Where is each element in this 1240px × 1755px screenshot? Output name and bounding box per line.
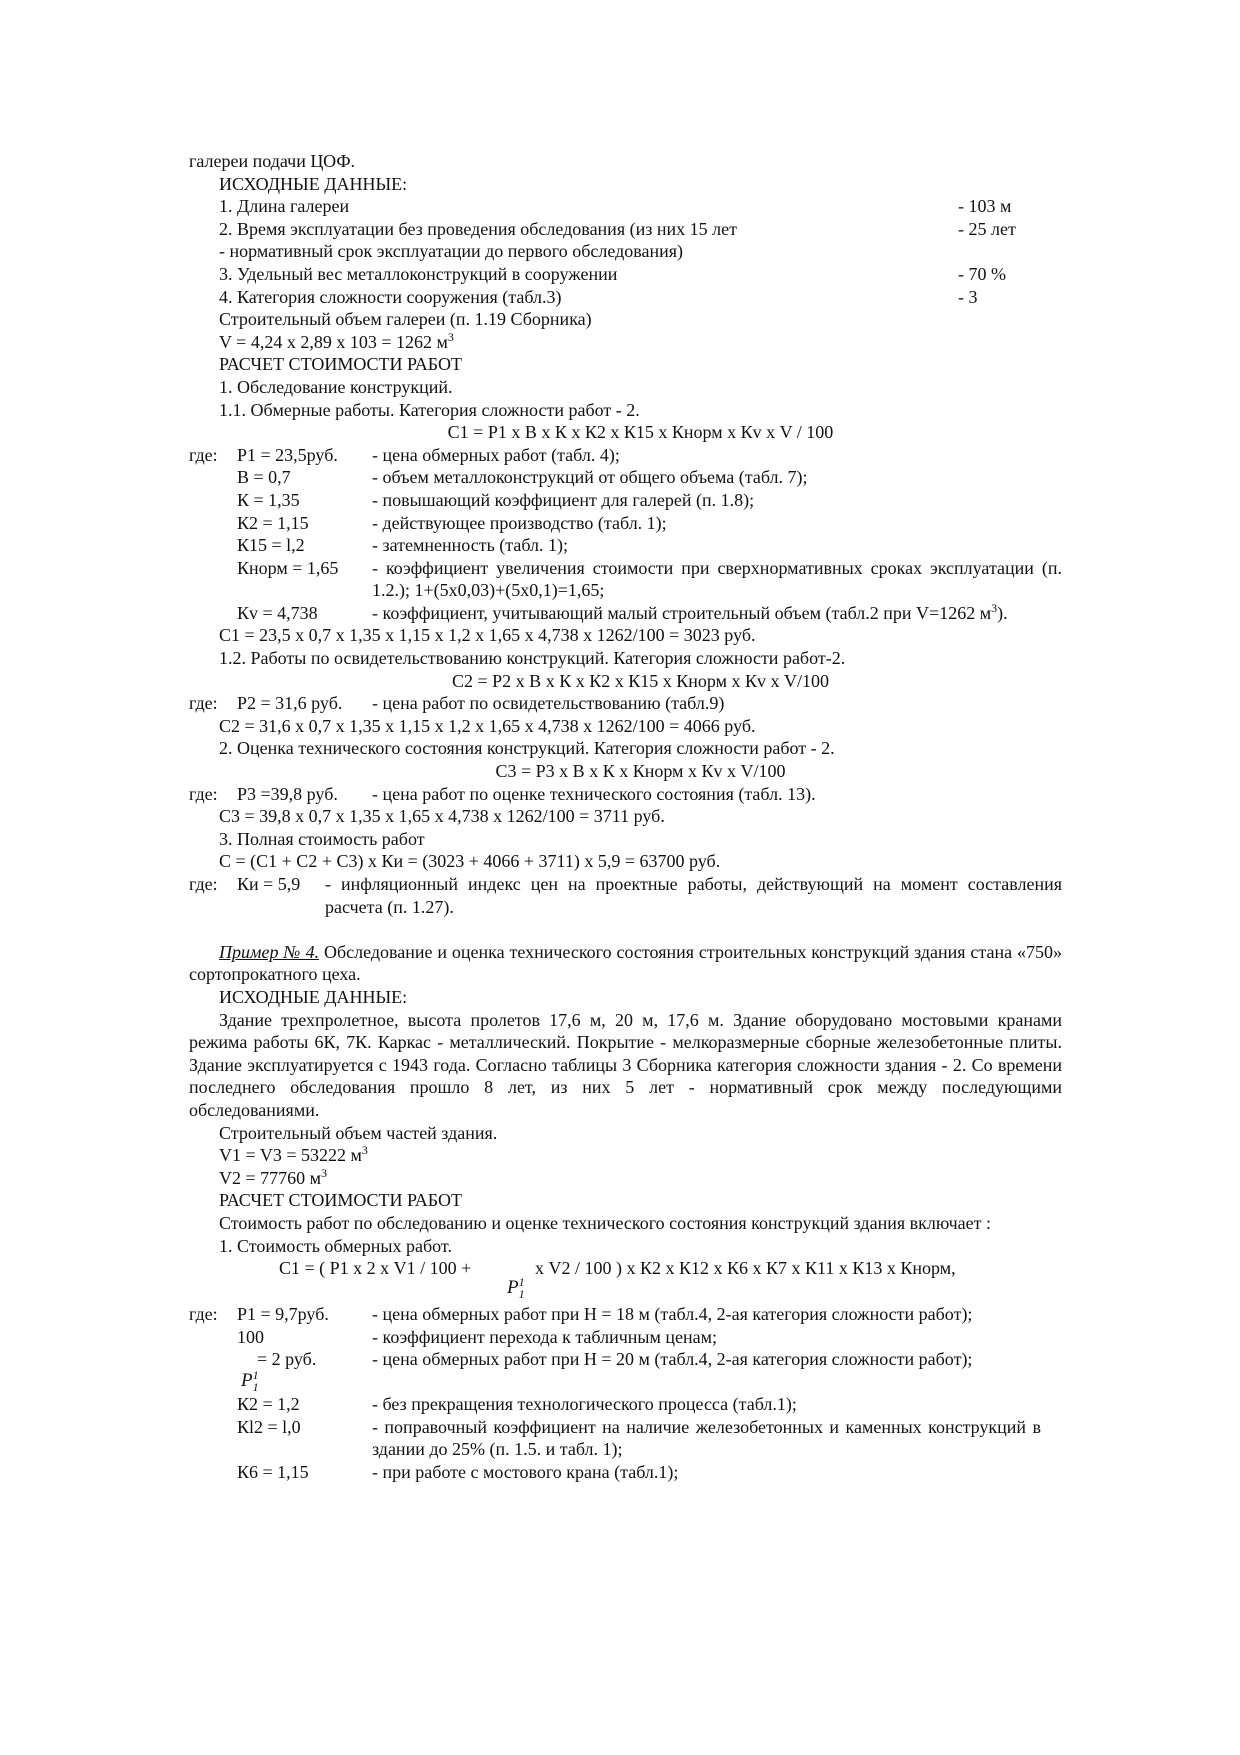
formula-line: С2 = Р2 х В х К х К2 х К15 х Кнорм х Кv х V/100 xyxy=(452,670,829,691)
definition-term: К2 = 1,15 xyxy=(237,512,309,533)
formula-symbol-p: P xyxy=(507,1277,519,1299)
definition-text: - коэффициент перехода к табличным ценам; xyxy=(372,1326,718,1347)
section-heading: РАСЧЕТ СТОИМОСТИ РАБОТ xyxy=(219,1190,462,1211)
paragraph: Стоимость работ по обследованию и оценке технического состояния конструкций здания включает : xyxy=(219,1212,991,1233)
where-label: где: xyxy=(189,693,218,714)
definition-text: - коэффициент, учитывающий малый строительный объем (табл.2 при V=1262 $м^3$). xyxy=(372,600,1008,623)
definition-text: - цена обмерных работ при Н = 18 м (табл.4, 2-ая категория сложности работ); xyxy=(372,1304,973,1325)
definition-text: - цена обмерных работ при Н = 20 м (табл.4, 2-ая категория сложности работ); xyxy=(372,1349,973,1370)
definitions-block xyxy=(189,444,1062,625)
definition-term: Ки = 5,9 xyxy=(237,874,301,894)
formula-symbol: $P_1^1$ xyxy=(241,1367,259,1395)
definition-term: Р1 = 23,5руб. xyxy=(237,444,338,465)
text-line: 1. Стоимость обмерных работ. xyxy=(219,1235,452,1256)
definition-text: - коэффициент увеличения стоимости при сверхнормативных сроках эксплуатации (п. 1.2.); 1+(5х0,03)+(5х0,1)=1,65; xyxy=(372,557,1062,601)
text-line: 3. Полная стоимость работ xyxy=(219,828,425,849)
where-label: где: xyxy=(189,444,218,465)
definition-term-value: = 2 руб. xyxy=(257,1349,317,1370)
definition-text: - инфляционный индекс цен на проектные работы, действующий на момент составления расчета (п. 1.27). xyxy=(325,874,1062,917)
formula-text: V2 = 77760 м xyxy=(219,1167,322,1188)
text-line: галереи подачи ЦОФ. xyxy=(189,151,356,171)
definition-term: Кнорм = 1,65 xyxy=(237,557,339,578)
data-value: - 3 xyxy=(958,286,978,307)
definition-term: Р2 = 31,6 руб. xyxy=(237,693,343,714)
data-row xyxy=(189,286,1062,309)
definitions-block xyxy=(189,873,1062,918)
data-label: 1. Длина галереи xyxy=(219,196,350,217)
definition-text-part: - коэффициент, учитывающий малый строительный объем (табл.2 при V=1262 м xyxy=(372,602,992,623)
text-line: 2. Оценка технического состояния конструкций. Категория сложности работ - 2. xyxy=(219,738,835,759)
paragraph: Здание трехпролетное, высота пролетов 17,6 м, 20 м, 17,6 м. Здание оборудовано мостовыми кранами режима работы 6К, 7К. Каркас - металлический. Покрытие - мелкоразмерные сборные железобетонные плиты. Здание эксплуатируется с 1943 года. Согласно таблицы 3 Сборника категория сложности здания - 2. Со времени последнего обследования прошло 8 лет, из них 5 лет - нормативный срок между последующими обследованиями. xyxy=(189,1009,1062,1120)
formula-line: С1 = Р1 х В х К х К2 х К15 х Кнорм х Кv х V / 100 xyxy=(447,422,834,443)
result-line: С3 = 39,8 х 0,7 х 1,35 х 1,65 х 4,738 х 1262/100 = 3711 руб. xyxy=(219,806,665,827)
definition-term: Кl2 = l,0 xyxy=(237,1416,301,1437)
formula-block xyxy=(189,1257,1062,1303)
definition-text: - объем металлоконструкций от общего объема (табл. 7); xyxy=(372,467,808,488)
result-line: С = (С1 + С2 + С3) х Ки = (3023 + 4066 + 3711) х 5,9 = 63700 руб. xyxy=(219,851,721,872)
definition-text: - повышающий коэффициент для галерей (п. 1.8); xyxy=(372,489,755,510)
text-line: - нормативный срок эксплуатации до первого обследования) xyxy=(219,241,684,262)
definitions-block xyxy=(189,783,1062,806)
definition-text: - без прекращения технологического процесса (табл.1); xyxy=(372,1394,797,1415)
formula-part: С1 = ( Р1 х 2 х V1 / 100 + xyxy=(279,1258,472,1279)
definition-text: - цена работ по оценке технического состояния (табл. 13). xyxy=(372,783,816,804)
formula-text: V = 4,24 х 2,89 х 103 = 1262 м xyxy=(219,331,448,352)
definition-term: К2 = 1,2 xyxy=(237,1394,300,1415)
definition-term: 100 xyxy=(237,1326,264,1347)
definition-text: - поправочный коэффициент на наличие железобетонных и каменных конструкций в здании до 25% (п. 1.5. и табл. 1); xyxy=(372,1416,1041,1460)
example-text: Обследование и оценка технического состояния строительных конструкций здания стана «750» сортопрокатного цеха. xyxy=(189,941,1062,985)
data-label: 4. Категория сложности сооружения (табл.3) xyxy=(219,286,562,307)
data-value: - 25 лет xyxy=(958,218,1016,239)
definition-term: К = 1,35 xyxy=(237,489,300,510)
definition-text: - цена обмерных работ (табл. 4); xyxy=(372,444,620,465)
formula-line: V2 = 77760 $м^3$ xyxy=(219,1165,328,1188)
definition-text: - затемненность (табл. 1); xyxy=(372,535,569,556)
definition-text: - действующее производство (табл. 1); xyxy=(372,512,667,533)
definition-term: Р3 =39,8 руб. xyxy=(237,783,338,804)
section-heading: РАСЧЕТ СТОИМОСТИ РАБОТ xyxy=(219,354,462,375)
definition-term: К15 = l,2 xyxy=(237,535,305,556)
where-label: где: xyxy=(189,1304,218,1325)
definition-term xyxy=(237,1348,372,1393)
definition-term: Кv = 4,738 xyxy=(237,602,318,623)
document-page xyxy=(189,150,1062,1484)
definition-term: К6 = 1,15 xyxy=(237,1462,309,1483)
section-heading: ИСХОДНЫЕ ДАННЫЕ: xyxy=(219,986,408,1007)
data-row xyxy=(189,195,1062,218)
result-line: С1 = 23,5 х 0,7 х 1,35 х 1,15 х 1,2 х 1,65 х 4,738 х 1262/100 = 3023 руб. xyxy=(219,625,756,646)
where-label: где: xyxy=(189,783,218,804)
definition-term: Р1 = 9,7руб. xyxy=(237,1304,329,1325)
definitions-block xyxy=(189,692,1062,715)
formula-line: V = 4,24 х 2,89 х 103 = 1262 $м^3$ xyxy=(219,329,454,352)
formula-part: х V2 / 100 ) х К2 х К12 х К6 х К7 х К11 х К13 х Кнорм, xyxy=(535,1258,956,1279)
definitions-block xyxy=(189,1303,1041,1484)
text-line: 1.1. Обмерные работы. Категория сложности работ - 2. xyxy=(219,399,640,420)
data-label: 2. Время эксплуатации без проведения обследования (из них 15 лет xyxy=(219,218,737,239)
data-value: - 70 % xyxy=(958,263,1006,284)
result-line: С2 = 31,6 х 0,7 х 1,35 х 1,15 х 1,2 х 1,65 х 4,738 х 1262/100 = 4066 руб. xyxy=(219,715,756,736)
definition-term: В = 0,7 xyxy=(237,467,291,488)
formula-line: V1 = V3 = 53222 $м^3$ xyxy=(219,1143,368,1166)
text-line: 1. Обследование конструкций. xyxy=(219,376,453,397)
text-line: 1.2. Работы по освидетельствованию конструкций. Категория сложности работ-2. xyxy=(219,648,846,669)
formula-line: С3 = Р3 х В х К х Кнорм х Кv х V/100 xyxy=(495,761,786,782)
example-title: Пример № 4. xyxy=(219,941,320,962)
example-paragraph xyxy=(189,941,1062,986)
formula-symbol-p: P xyxy=(241,1370,253,1392)
where-label: где: xyxy=(189,874,218,894)
data-row xyxy=(189,218,1062,241)
text-line: Строительный объем частей здания. xyxy=(219,1122,498,1143)
definition-text: - при работе с мостового крана (табл.1); xyxy=(372,1462,679,1483)
text-line: Строительный объем галереи (п. 1.19 Сборника) xyxy=(219,309,592,330)
formula-symbol: $P_1^1$ xyxy=(507,1274,525,1301)
data-row xyxy=(189,263,1062,286)
section-heading: ИСХОДНЫЕ ДАННЫЕ: xyxy=(219,173,408,194)
data-label: 3. Удельный вес металлоконструкций в сооружении xyxy=(219,263,618,284)
formula-text: V1 = V3 = 53222 м xyxy=(219,1145,362,1166)
data-value: - 103 м xyxy=(958,196,1012,217)
definition-text: - цена работ по освидетельствованию (табл.9) xyxy=(372,693,725,714)
